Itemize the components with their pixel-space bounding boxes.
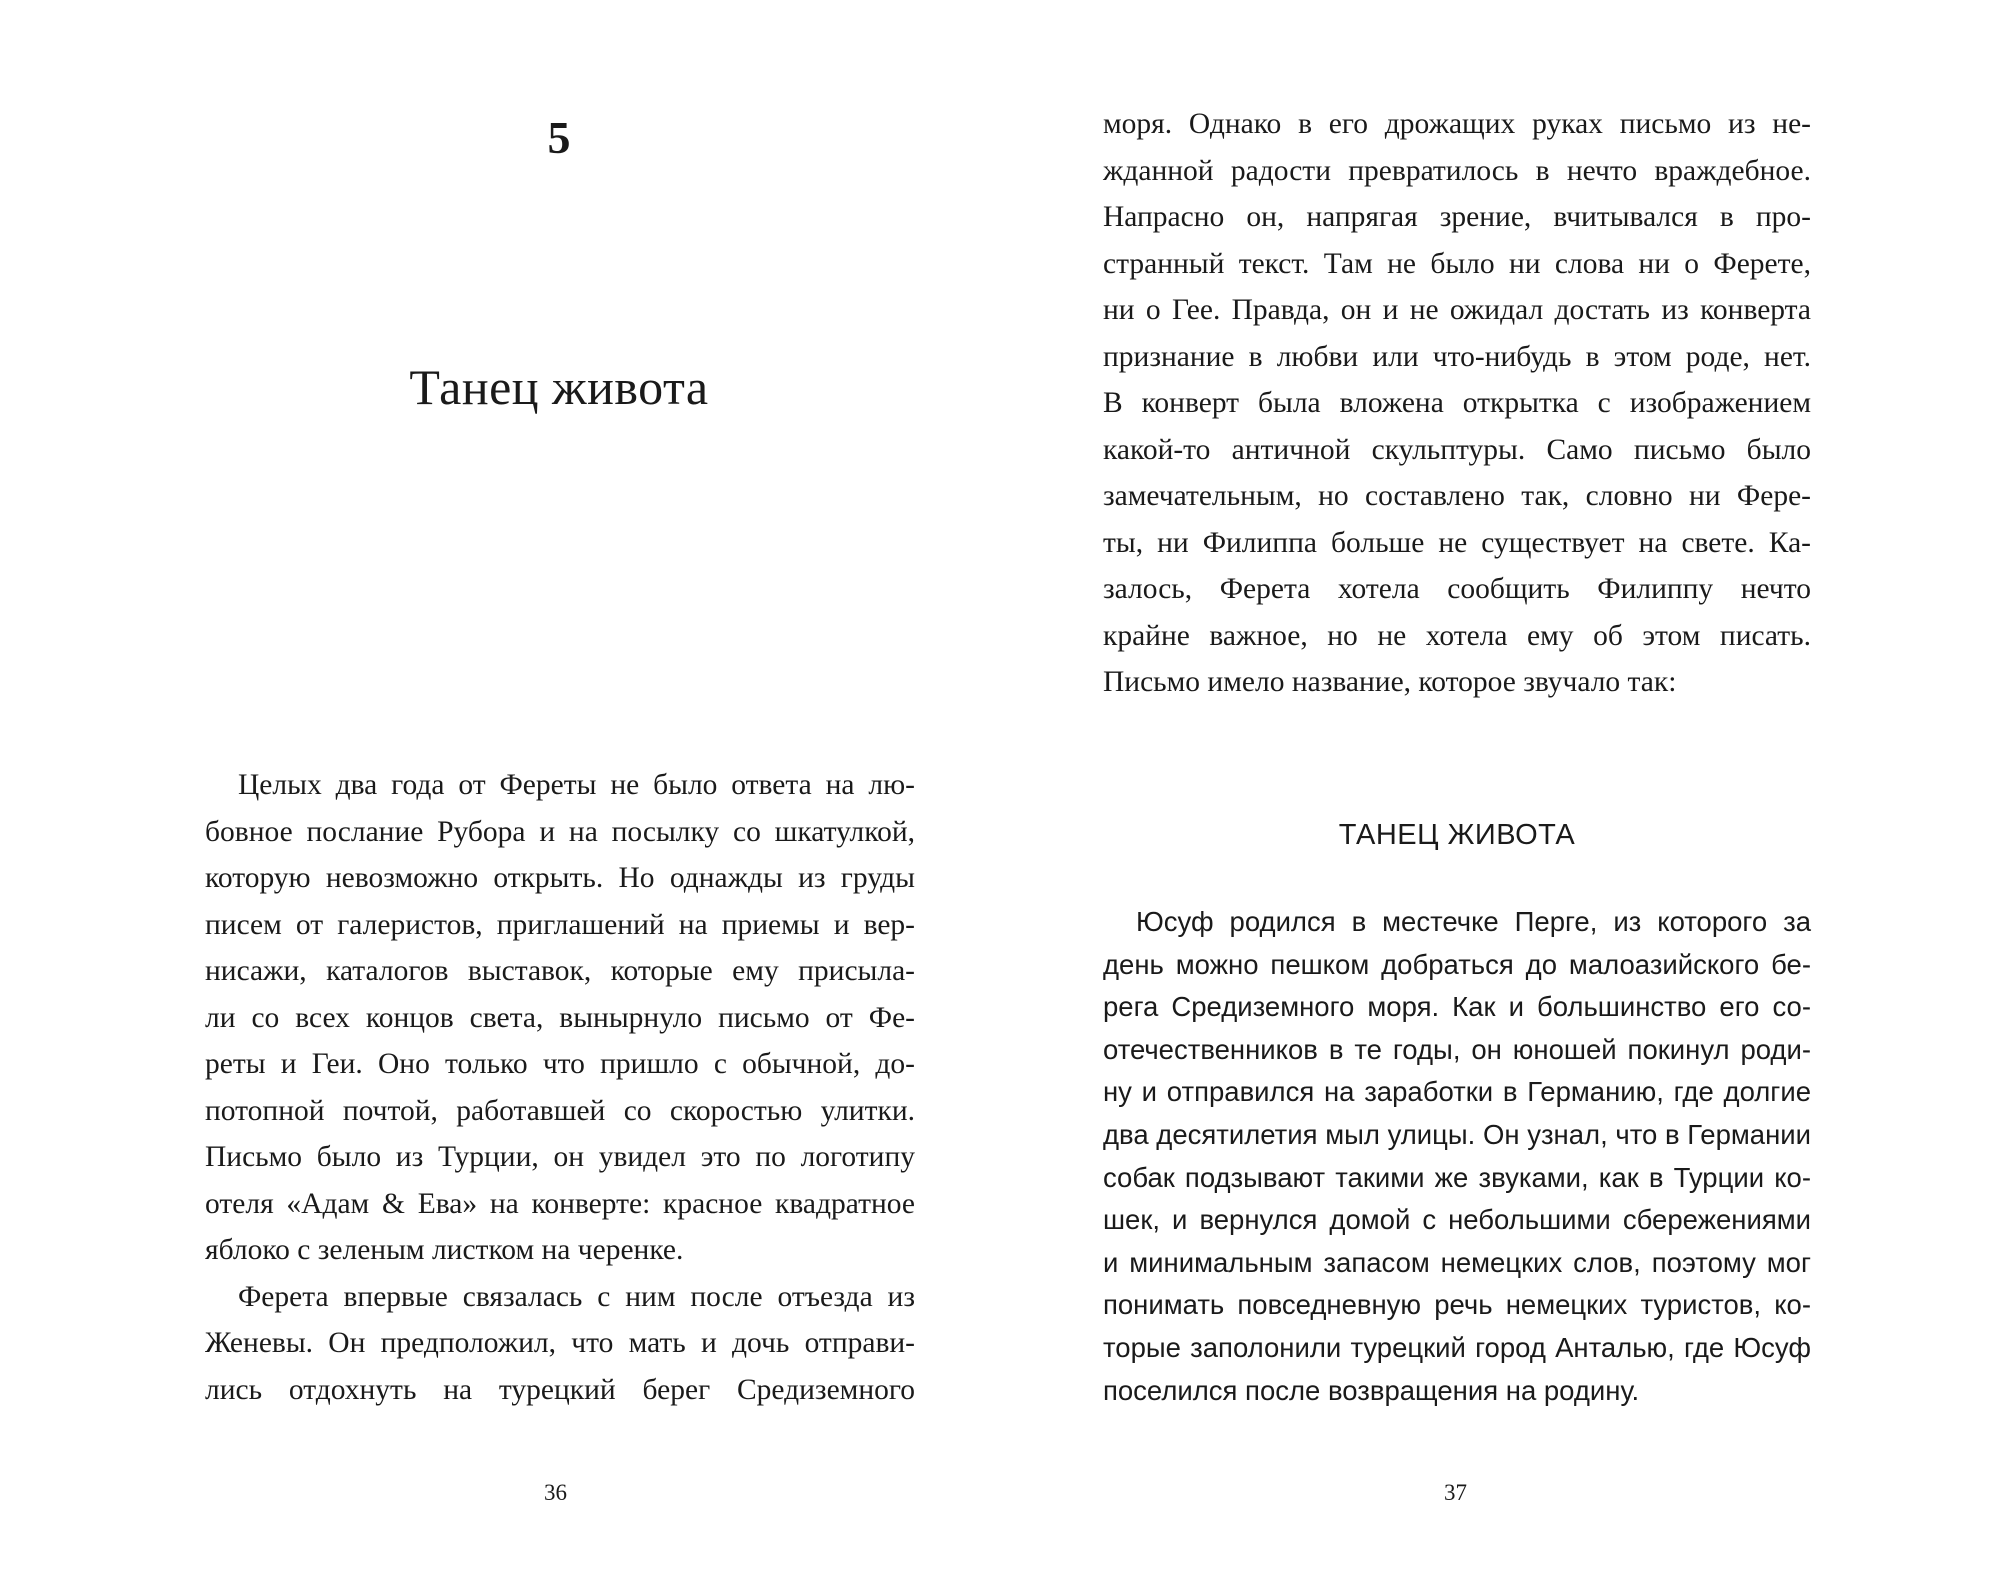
page-number-right: 37 bbox=[1444, 1480, 1467, 1505]
chapter-number: 5 bbox=[547, 112, 571, 163]
text-line: Женевы. Он предположил, что мать и дочь отправи- bbox=[205, 1327, 915, 1359]
text-line: потопной почтой, работавшей со скоростью улитки. bbox=[205, 1094, 915, 1127]
text-line: яблоко с зеленым листком на черенке. bbox=[205, 1234, 684, 1266]
text-line: шек, и вернулся домой с небольшими сбережениями bbox=[1103, 1204, 1811, 1236]
text-line: замечательным, но составлено так, словно ни Фере- bbox=[1103, 480, 1811, 512]
text-line: два десятилетия мыл улицы. Он узнал, что в Германии bbox=[1103, 1118, 1811, 1150]
text-line: Юсуф родился в местечке Перге, из которого за bbox=[1136, 906, 1811, 937]
text-line: залось, Ферета хотела сообщить Филиппу нечто bbox=[1103, 573, 1811, 605]
text-line: Напрасно он, напрягая зрение, вчитывался в про- bbox=[1103, 201, 1811, 233]
text-line: ни о Гее. Правда, он и не ожидал достать из конверта bbox=[1103, 294, 1811, 326]
text-line: и минимальным запасом немецких слов, поэтому мог bbox=[1103, 1246, 1811, 1278]
text-line: бовное послание Рубора и на посылку со шкатулкой, bbox=[205, 815, 915, 848]
text-line: торые заполонили турецкий город Анталью, где Юсуф bbox=[1103, 1331, 1811, 1363]
text-line: реты и Геи. Оно только что пришло с обычной, до- bbox=[205, 1048, 915, 1080]
text-line: Письмо имело название, которое звучало так: bbox=[1103, 666, 1677, 698]
text-line: какой-то античной скульптуры. Само письмо было bbox=[1103, 433, 1811, 466]
text-line: жданной радости превратилось в нечто враждебное. bbox=[1103, 154, 1811, 187]
text-line: В конверт была вложена открытка с изображением bbox=[1103, 387, 1811, 419]
text-line: понимать повседневную речь немецких туристов, ко- bbox=[1103, 1289, 1811, 1321]
letter-text bbox=[1103, 901, 1811, 1412]
text-line: рега Средиземного моря. Как и большинство его со- bbox=[1103, 991, 1811, 1023]
text-line: отеля «Адам & Ева» на конверте: красное квадратное bbox=[205, 1187, 915, 1220]
chapter-title: Танец живота bbox=[409, 359, 709, 415]
text-line: Целых два года от Фереты не было ответа на лю- bbox=[238, 769, 915, 801]
text-line: Письмо было из Турции, он увидел это по логотипу bbox=[205, 1141, 915, 1173]
text-line: ну и отправился на заработки в Германию, где долгие bbox=[1103, 1076, 1811, 1108]
page-number-left: 36 bbox=[544, 1480, 567, 1505]
section-heading: ТАНЕЦ ЖИВОТА bbox=[1338, 819, 1576, 851]
text-line: день можно пешком добраться до малоазийского бе- bbox=[1103, 948, 1811, 980]
text-line: которую невозможно открыть. Но однажды из груды bbox=[205, 862, 915, 894]
right-body-text bbox=[1103, 101, 1811, 706]
text-line: лись отдохнуть на турецкий берег Средиземного bbox=[205, 1373, 915, 1406]
text-line: писем от галеристов, приглашений на приемы и вер- bbox=[205, 908, 915, 941]
text-line: отечественников в те годы, он юношей покинул роди- bbox=[1103, 1033, 1811, 1065]
text-line: Ферета впервые связалась с ним после отъезда из bbox=[238, 1280, 915, 1313]
text-line: собак подзывают такими же звуками, как в Турции ко- bbox=[1103, 1161, 1811, 1193]
text-line: нисажи, каталогов выставок, которые ему присыла- bbox=[205, 955, 915, 987]
text-line: ты, ни Филиппа больше не существует на свете. Ка- bbox=[1103, 526, 1811, 559]
left-body-text bbox=[205, 762, 915, 1413]
text-line: поселился после возвращения на родину. bbox=[1103, 1374, 1640, 1406]
text-line: моря. Однако в его дрожащих руках письмо из не- bbox=[1103, 108, 1811, 140]
text-line: крайне важное, но не хотела ему об этом писать. bbox=[1103, 619, 1811, 652]
text-line: признание в любви или что-нибудь в этом роде, нет. bbox=[1103, 340, 1811, 373]
text-line: странный текст. Там не было ни слова ни о Ферете, bbox=[1103, 247, 1811, 280]
text-line: ли со всех концов света, вынырнуло письмо от Фе- bbox=[205, 1001, 915, 1034]
